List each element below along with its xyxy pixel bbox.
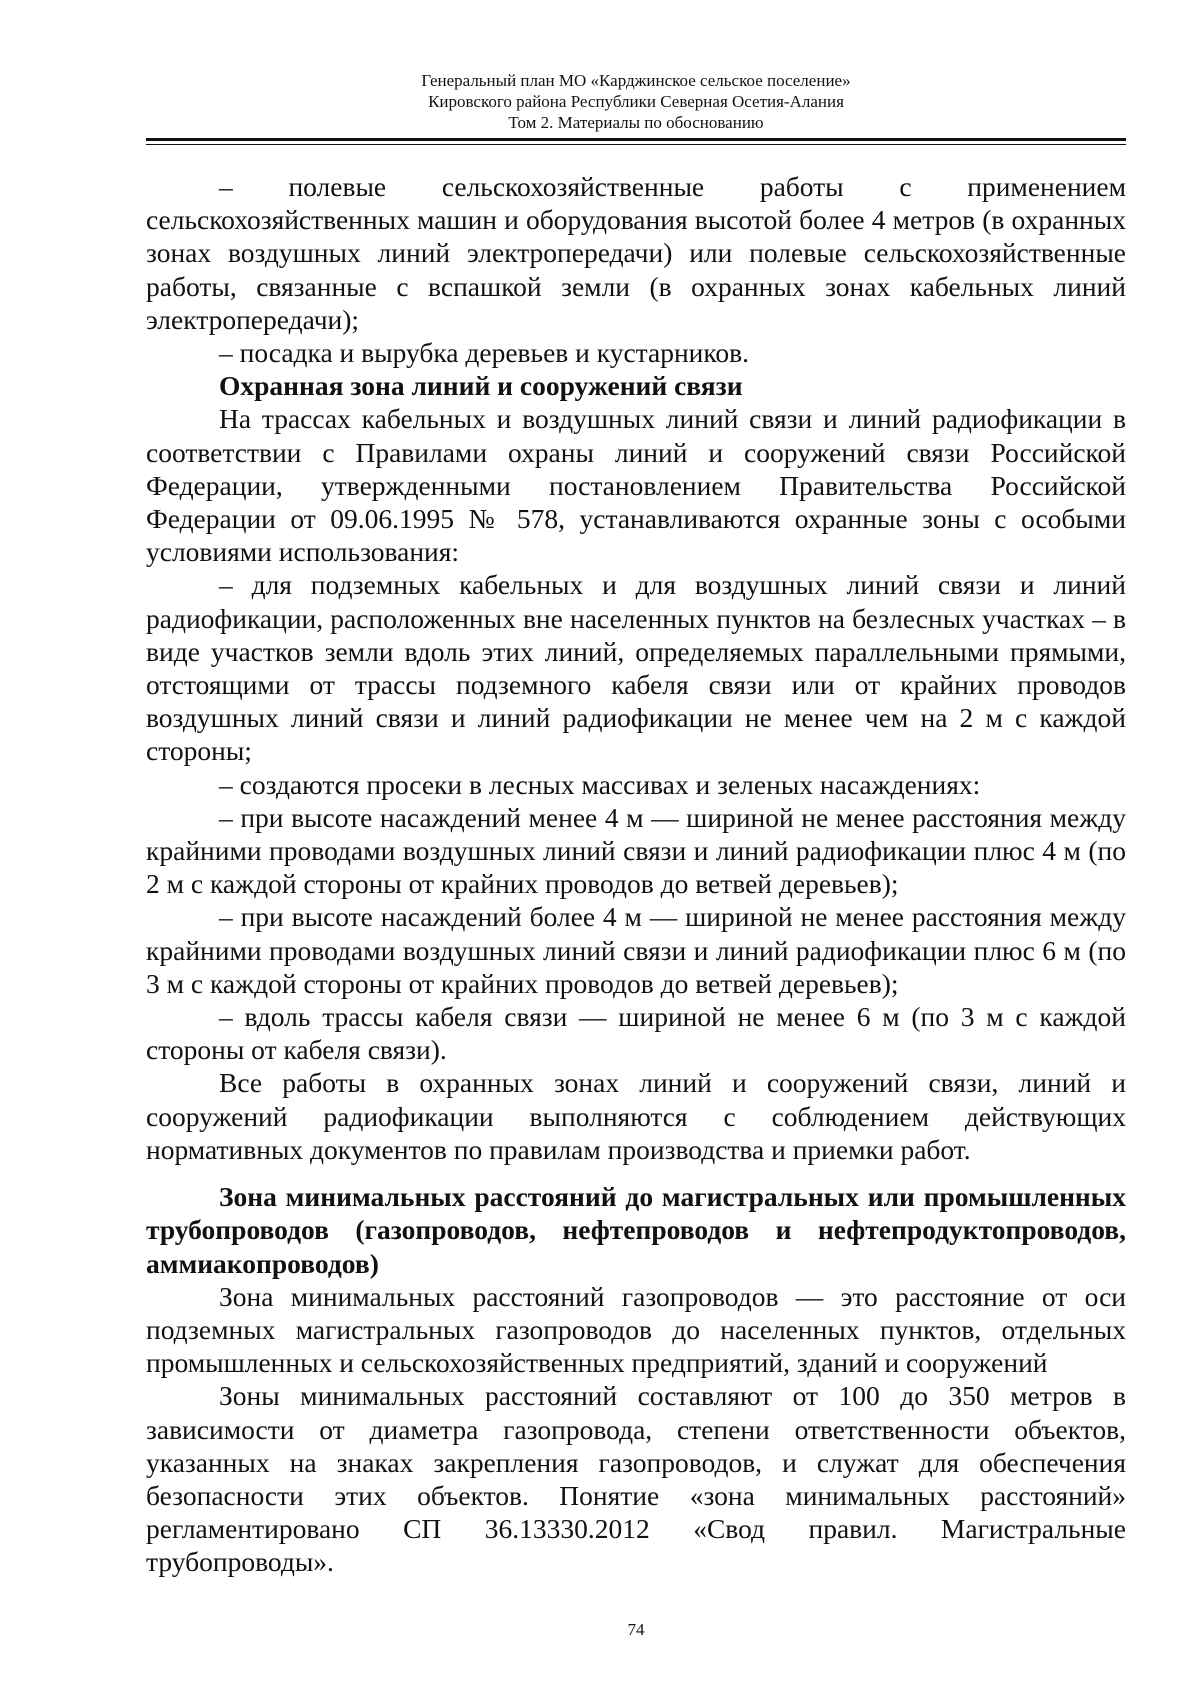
header-rule-thin (146, 144, 1126, 145)
document-body (146, 170, 1126, 1579)
paragraph-pipeline-definition: Зона минимальных расстояний газопроводов — это расстояние от оси подземных магистральных газопроводов до населенных пунктов, отдельных промышленных и сельскохозяйственных предприятий, зданий и сооружений (146, 1280, 1126, 1379)
paragraph-pipeline-distances: Зоны минимальных расстояний составляют от 100 до 350 метров в зависимости от диаметра газопровода, степени ответственности объектов, указанных на знаках закрепления газопроводов, и служат для обеспечения безопасности этих объектов. Понятие «зона минимальных расстояний» регламентировано СП 36.13330.2012 «Свод правил. Магистральные трубопроводы». (146, 1380, 1126, 1578)
paragraph-height-more-4m: – при высоте насаждений более 4 м — шириной не менее расстояния между крайними проводами воздушных линий связи и линий радиофикации плюс 6 м (по 3 м с каждой стороны от крайних проводов до ветвей деревьев); (146, 901, 1126, 999)
heading-pipeline-zone: Зона минимальных расстояний до магистральных или промышленных трубопроводов (газопроводов, нефтепроводов и нефтепродуктопроводов, аммиакопроводов) (146, 1181, 1126, 1279)
header-line-1: Генеральный план МО «Карджинское сельское поселение» (421, 71, 851, 90)
page-number: 74 (627, 1620, 645, 1639)
paragraph-field-work: – полевые сельскохозяйственные работы с применением сельскохозяйственных машин и оборудования высотой более 4 метров (в охранных зонах воздушных линий электропередачи) или полевые сельскохозяйственные работы, связанные с вспашкой земли (в охранных зонах кабельных линий электропередачи); (146, 171, 1126, 335)
heading-communication-zone: Охранная зона линий и сооружений связи (219, 370, 743, 402)
paragraph-clearings: – создаются просеки в лесных массивах и зеленых насаждениях: (219, 768, 981, 800)
paragraph-planting: – посадка и вырубка деревьев и кустарников. (219, 337, 749, 369)
paragraph-underground-cables: – для подземных кабельных и для воздушных линий связи и линий радиофикации, расположенных вне населенных пунктов на безлесных участках – в виде участков земли вдоль этих линий, определяемых параллельными прямыми, отстоящими от трассы подземного кабеля связи или от крайних проводов воздушных линий связи и линий радиофикации не менее чем на 2 м с каждой стороны; (146, 569, 1126, 767)
header-line-3: Том 2. Материалы по обоснованию (508, 113, 764, 132)
header-rule-thick (146, 138, 1126, 141)
paragraph-cable-route: – вдоль трассы кабеля связи — шириной не менее 6 м (по 3 м с каждой стороны от кабеля связи). (146, 1001, 1126, 1066)
paragraph-communication-intro: На трассах кабельных и воздушных линий связи и линий радиофикации в соответствии с Правилами охраны линий и сооружений связи Российской Федерации, утвержденными постановлением Правительства Российской Федерации от 09.06.1995 № 578, устанавливаются охранные зоны с особыми условиями использования: (146, 403, 1126, 568)
page-header (146, 70, 1126, 133)
paragraph-all-works: Все работы в охранных зонах линий и сооружений связи, линий и сооружений радиофикации выполняются с соблюдением действующих нормативных документов по правилам производства и приемки работ. (146, 1067, 1126, 1165)
header-line-2: Кировского района Республики Северная Осетия-Алания (428, 92, 844, 111)
paragraph-height-less-4m: – при высоте насаждений менее 4 м — шириной не менее расстояния между крайними проводами воздушных линий связи и линий радиофикации плюс 4 м (по 2 м с каждой стороны от крайних проводов до ветвей деревьев); (146, 801, 1126, 900)
